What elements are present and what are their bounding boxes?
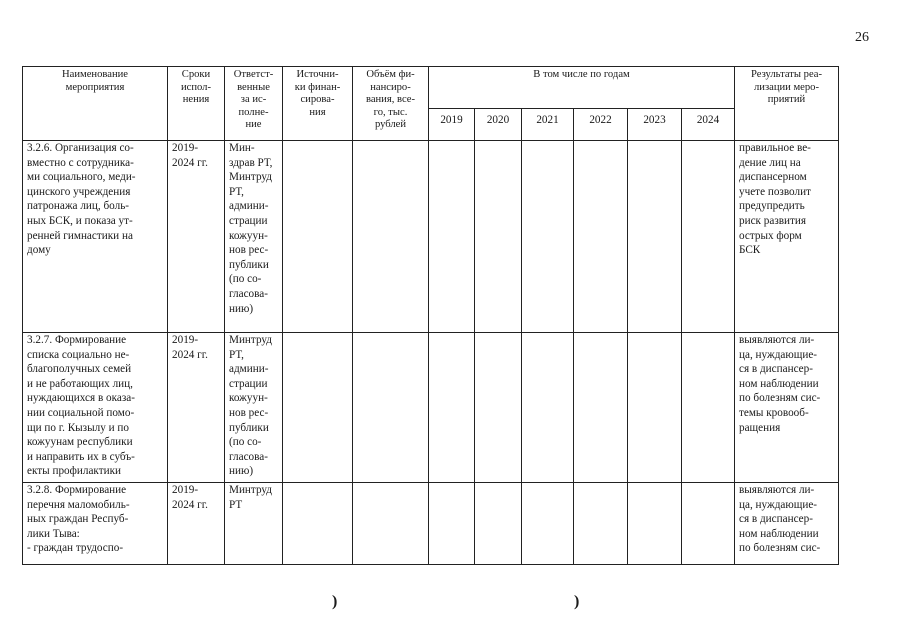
row-year-cell (429, 483, 475, 565)
year-2021: 2021 (522, 109, 574, 141)
scan-mark: ) (574, 593, 580, 610)
row-name: 3.2.7. Формирование списка социально не- благополучных семей и не работающих лиц, нуждающихся в оказа- нии социальной помо- щи по г. Кызылу и по кожуунам республики и направить их в субъ- екты профилактики (23, 333, 168, 483)
header-results: Результаты реа- лизации меро- приятий (735, 67, 839, 141)
year-2024: 2024 (682, 109, 735, 141)
row-year-cell (628, 333, 682, 483)
header-term: Сроки испол- нения (168, 67, 225, 141)
row-year-cell (574, 333, 628, 483)
row-term: 2019- 2024 гг. (168, 483, 225, 565)
header-volume: Объём фи- нансиро- вания, все- го, тыс. рублей (353, 67, 429, 141)
row-results: выявляются ли- ца, нуждающие- ся в диспансер- ном наблюдении по болезням сис- (735, 483, 839, 565)
row-volume (353, 333, 429, 483)
row-volume (353, 483, 429, 565)
year-2022: 2022 (574, 109, 628, 141)
table-row (23, 483, 839, 565)
row-term: 2019- 2024 гг. (168, 141, 225, 333)
row-year-cell (475, 141, 522, 333)
row-year-cell (475, 483, 522, 565)
row-year-cell (682, 483, 735, 565)
row-year-cell (574, 141, 628, 333)
row-year-cell (522, 141, 574, 333)
header-sources: Источни- ки финан- сирова- ния (283, 67, 353, 141)
row-results: правильное ве- дение лиц на диспансерном учете позволит предупредить риск развития острых форм БСК (735, 141, 839, 333)
row-year-cell (522, 333, 574, 483)
header-name: Наименование мероприятия (23, 67, 168, 141)
year-2019: 2019 (429, 109, 475, 141)
row-responsible: Минтруд РТ (225, 483, 283, 565)
row-sources (283, 141, 353, 333)
row-volume (353, 141, 429, 333)
year-2023: 2023 (628, 109, 682, 141)
row-year-cell (429, 333, 475, 483)
row-responsible: Мин- здрав РТ, Минтруд РТ, админи- страции кожуун- нов рес- публики (по со- гласова- нию) (225, 141, 283, 333)
table-row (23, 141, 839, 333)
row-year-cell (682, 141, 735, 333)
row-year-cell (574, 483, 628, 565)
row-name: 3.2.6. Организация со- вместно с сотрудника- ми социального, меди- цинского учреждения патронажа лиц, боль- ных БСК, и показа ут- ренней гимнастики на дому (23, 141, 168, 333)
header-responsible: Ответст- венные за ис- полне- ние (225, 67, 283, 141)
row-sources (283, 333, 353, 483)
row-year-cell (522, 483, 574, 565)
row-year-cell (429, 141, 475, 333)
measures-table (22, 66, 839, 565)
row-sources (283, 483, 353, 565)
row-year-cell (682, 333, 735, 483)
table-row (23, 333, 839, 483)
row-results: выявляются ли- ца, нуждающие- ся в диспансер- ном наблюдении по болезням сис- темы кровооб- ращения (735, 333, 839, 483)
row-year-cell (475, 333, 522, 483)
row-year-cell (628, 483, 682, 565)
scan-mark: ) (332, 593, 338, 610)
header-years-group: В том числе по годам (429, 67, 735, 109)
year-2020: 2020 (475, 109, 522, 141)
row-year-cell (628, 141, 682, 333)
header-row (23, 67, 839, 109)
row-responsible: Минтруд РТ, админи- страции кожуун- нов рес- публики (по со- гласова- нию) (225, 333, 283, 483)
row-name: 3.2.8. Формирование перечня маломобиль- ных граждан Респуб- лики Тыва: - граждан трудоспо- (23, 483, 168, 565)
row-term: 2019- 2024 гг. (168, 333, 225, 483)
page-number: 26 (855, 30, 869, 45)
